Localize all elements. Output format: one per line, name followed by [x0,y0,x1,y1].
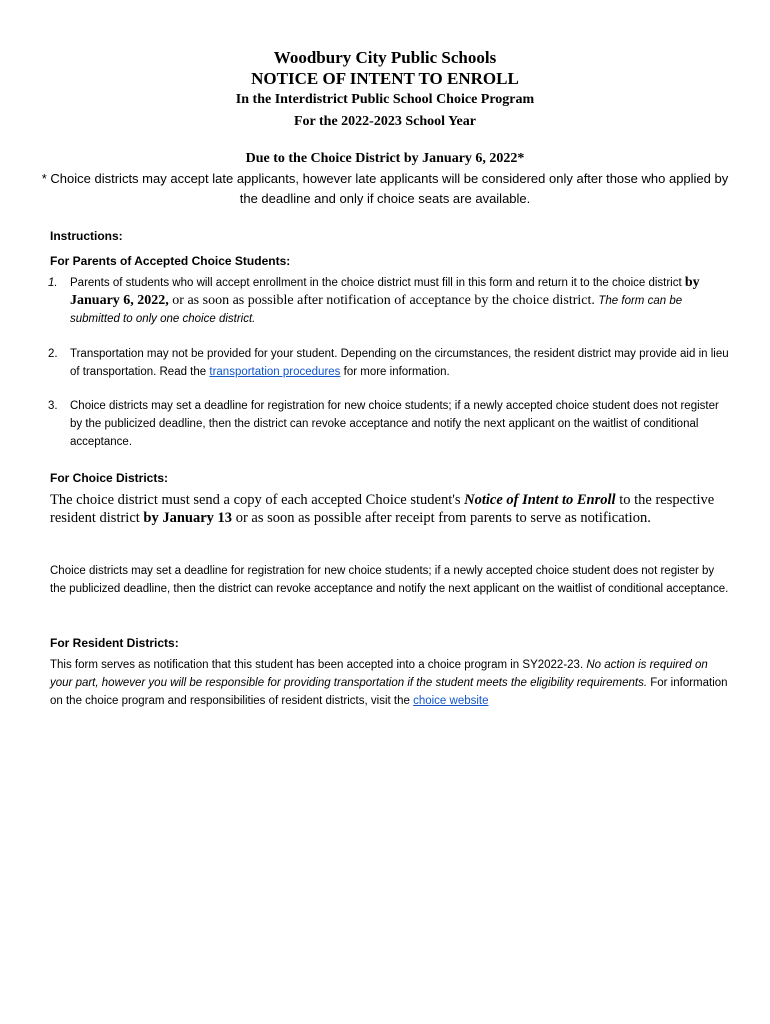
cd-text-a: The choice district must send a copy of each accepted Choice student's [50,492,465,508]
list-number: 3. [48,400,58,412]
list-number: 2. [48,348,58,360]
list-number: 1. [48,277,58,289]
list-item [48,397,730,451]
cd-text-b: to the respective resident district [50,492,715,526]
school-year: For the 2022-2023 School Year [294,114,476,129]
item2-text-a: Transportation may not be provided for your student. Depending on the circumstances, the resident district may provide aid in lieu of transportation. Read the [70,348,729,378]
late-applicants-note: * Choice districts may accept late applicants, however late applicants will be considered only after those who applied by the deadline and only if choice seats are available. [41,171,729,206]
choice-districts-paragraph-2: Choice districts may set a deadline for registration for new choice students; if a newly accepted choice student does not register by the publicized deadline, then the district can revoke acceptance and notify the next applicant on the waitlist of conditional acceptance. [50,565,729,595]
item1-deadline: by January 6, 2022, [70,275,700,308]
cd-text-c: or as soon as possible after receipt from parents to serve as notification. [232,510,651,526]
item2-text-b: for more information. [340,366,450,378]
choice-districts-paragraph-1 [50,491,730,527]
parents-heading: For Parents of Accepted Choice Students: [50,254,291,268]
school-name: Woodbury City Public Schools [273,48,497,67]
resident-districts-paragraph [50,656,730,710]
rd-text-b: For information on the choice program and responsibilities of resident districts, visit the [50,677,728,707]
resident-districts-heading: For Resident Districts: [50,636,179,650]
cd-form-name: Notice of Intent to Enroll [464,492,616,508]
cd-deadline: by January 13 [143,510,233,526]
program-subtitle: In the Interdistrict Public School Choice Program [235,92,535,107]
rd-text-a: This form serves as notification that this student has been accepted into a choice program in SY2022-23. [50,659,587,671]
item1-text-a: Parents of students who will accept enrollment in the choice district must fill in this form and return it to the choice district [70,277,685,289]
item3-text: Choice districts may set a deadline for registration for new choice students; if a newly accepted choice student does not register by the publicized deadline, then the district can revoke acceptance and notify the next applicant on the waitlist of conditional acceptance. [70,400,719,448]
instructions-heading: Instructions: [50,229,123,243]
due-date: Due to the Choice District by January 6, 2022* [245,151,525,166]
item1-note: The form can be submitted to only one choice district. [70,295,683,325]
notice-title: NOTICE OF INTENT TO ENROLL [251,69,519,88]
choice-districts-heading: For Choice Districts: [50,471,169,485]
list-item [48,274,730,328]
item1-text-b: or as soon as possible after notification of acceptance by the choice district. [168,293,599,308]
choice-website-link[interactable]: choice website [413,695,489,707]
list-item [48,345,730,381]
transportation-procedures-link[interactable]: transportation procedures [209,366,341,378]
rd-note: No action is required on your part, however you will be responsible for providing transportation if the student meets the eligibility requirements. [50,659,708,689]
